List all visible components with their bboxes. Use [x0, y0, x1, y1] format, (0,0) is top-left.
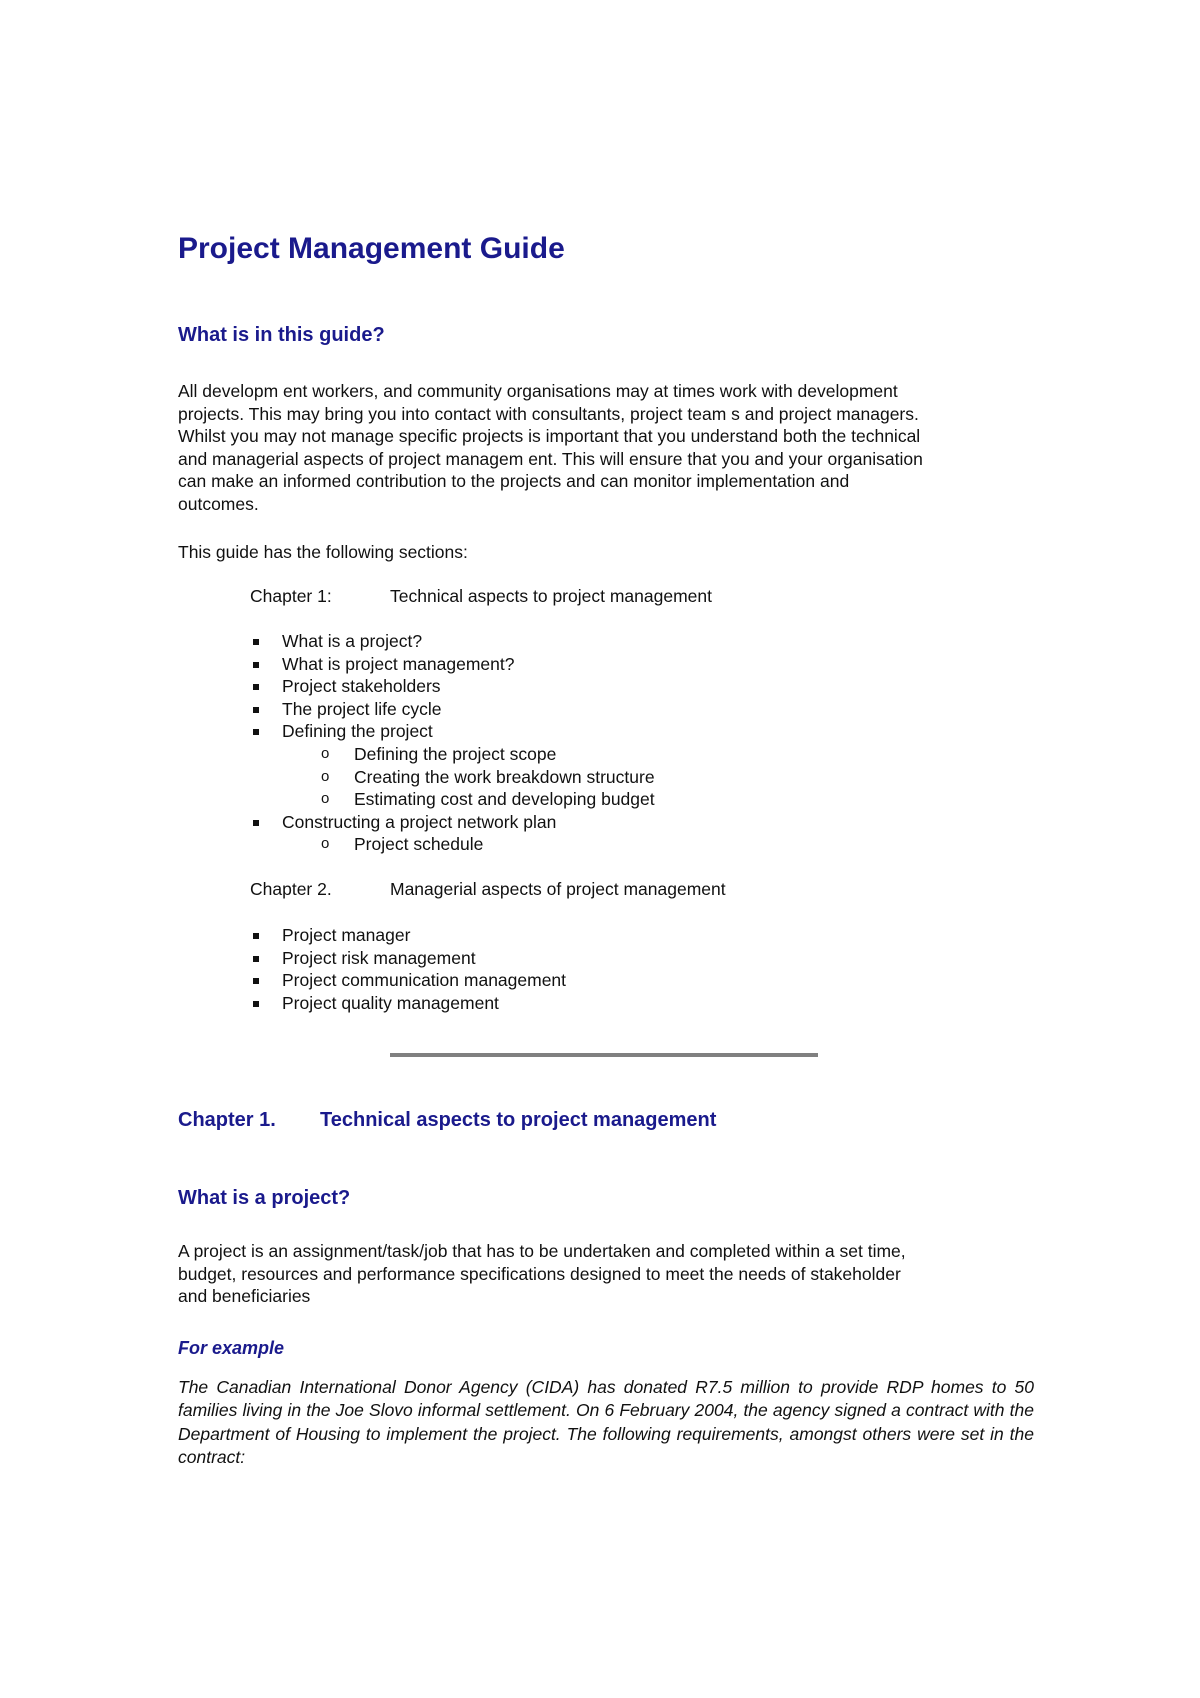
project-heading: What is a project? — [178, 1187, 351, 1209]
sublist-container — [250, 743, 655, 811]
list-item — [250, 992, 566, 1015]
list-item — [250, 811, 655, 834]
square-bullet-icon — [253, 956, 259, 962]
circle-bullet-icon: o — [321, 790, 330, 808]
intro-heading: What is in this guide? — [178, 324, 385, 346]
intro-paragraph — [178, 380, 1038, 516]
square-bullet-icon — [253, 729, 259, 735]
list-item-text: Project manager — [282, 925, 411, 945]
square-bullet-icon — [253, 684, 259, 690]
toc-chapter-1-title: Technical aspects to project management — [390, 586, 712, 606]
sublist-item — [250, 833, 655, 856]
intro-line: All developm ent workers, and community organisations may at times work with development — [178, 381, 898, 401]
list-item-text: What is a project? — [282, 631, 423, 651]
list-item-text: Defining the project — [282, 721, 433, 742]
chapter-1-heading — [178, 1109, 716, 1132]
circle-bullet-icon: o — [321, 744, 330, 762]
square-bullet-icon — [253, 662, 259, 668]
square-bullet-icon — [253, 820, 259, 826]
sublist-item — [250, 788, 655, 811]
sections-intro: This guide has the following sections: — [178, 542, 468, 562]
list-item-text: What is project management? — [282, 653, 515, 674]
project-line: A project is an assignment/task/job that has to be undertaken and completed within a set time, — [178, 1241, 906, 1261]
sublist-container — [250, 833, 655, 856]
sublist-item — [250, 743, 655, 766]
toc-defining-sublist — [250, 743, 655, 811]
list-item — [250, 720, 655, 743]
list-item-text: Constructing a project network plan — [282, 811, 557, 832]
intro-line: and managerial aspects of project managem ent. This will ensure that you and your organisation — [178, 448, 923, 469]
chapter-1-title: Technical aspects to project management — [320, 1109, 717, 1131]
toc-chapter-2 — [250, 879, 726, 900]
section-divider — [390, 1053, 818, 1057]
intro-line: projects. This may bring you into contact with consultants, project team s and project managers. — [178, 403, 919, 424]
sublist-item-text: Estimating cost and developing budget — [354, 789, 655, 810]
list-item — [250, 947, 566, 970]
square-bullet-icon — [253, 707, 259, 713]
square-bullet-icon — [253, 933, 259, 939]
list-item-text: The project life cycle — [282, 698, 442, 719]
square-bullet-icon — [253, 639, 259, 645]
sublist-item-text: Creating the work breakdown structure — [354, 766, 655, 787]
square-bullet-icon — [253, 1001, 259, 1007]
toc-chapter-1 — [250, 586, 712, 607]
toc-chapter-1-number: Chapter 1: — [250, 586, 332, 606]
intro-line: outcomes. — [178, 493, 259, 514]
list-item-text: Project quality management — [282, 992, 499, 1013]
example-paragraph: The Canadian International Donor Agency (CIDA) has donated R7.5 million to provide RDP homes to 50 families living in the Joe Slovo informal settlement. On 6 February 2004, the agency signed a contract with the Department of Housing to implement the project. The following requirements, amongst others were set in the contract: — [178, 1377, 1034, 1468]
list-item-text: Project risk management — [282, 947, 476, 968]
circle-bullet-icon: o — [321, 767, 330, 785]
toc-chapter-1-list — [250, 630, 655, 856]
toc-network-sublist — [250, 833, 655, 856]
list-item — [250, 924, 566, 947]
document-title: Project Management Guide — [178, 232, 565, 265]
intro-line: can make an informed contribution to the projects and can monitor implementation and — [178, 471, 850, 492]
square-bullet-icon — [253, 978, 259, 984]
sublist-item — [250, 766, 655, 789]
toc-chapter-2-number: Chapter 2. — [250, 879, 332, 899]
sublist-item-text: Defining the project scope — [354, 743, 557, 764]
circle-bullet-icon: o — [321, 835, 330, 853]
list-item-text: Project stakeholders — [282, 676, 441, 697]
project-line: budget, resources and performance specifications designed to meet the needs of stakeholder — [178, 1263, 901, 1284]
chapter-1-number: Chapter 1. — [178, 1109, 276, 1131]
list-item — [250, 630, 655, 653]
intro-line: Whilst you may not manage specific projects is important that you understand both the technical — [178, 426, 921, 447]
list-item — [250, 653, 655, 676]
list-item — [250, 698, 655, 721]
toc-chapter-2-list — [250, 924, 566, 1014]
list-item-text: Project communication management — [282, 970, 567, 991]
list-item — [250, 675, 655, 698]
list-item — [250, 969, 566, 992]
example-label: For example — [178, 1338, 285, 1358]
sublist-item-text: Project schedule — [354, 834, 484, 855]
project-line: and beneficiaries — [178, 1286, 311, 1307]
toc-chapter-2-title: Managerial aspects of project management — [390, 879, 726, 899]
project-paragraph — [178, 1240, 1038, 1308]
